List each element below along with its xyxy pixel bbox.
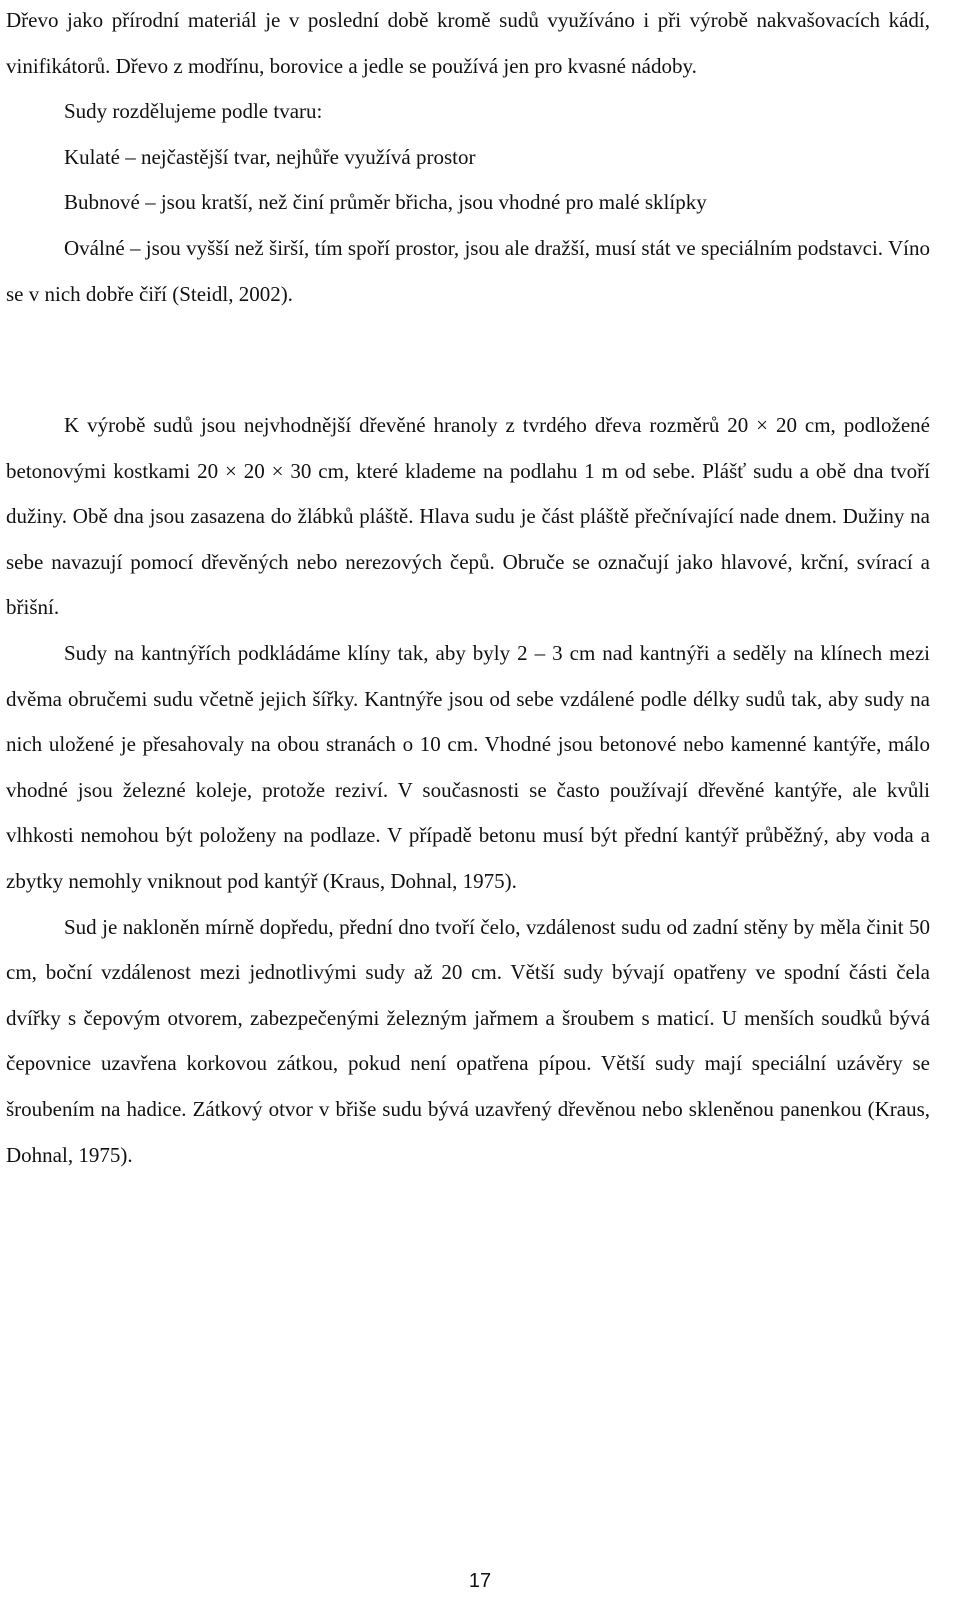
paragraph-oval-barrels: Oválné – jsou vyšší než širší, tím spoří prostor, jsou ale dražší, musí stát ve speciálním podstavci. Víno se v nich dobře čiří (Steidl, 2002).: [6, 235, 930, 306]
paragraph-barrel-supports: Sudy na kantnýřích podkládáme klíny tak, aby byly 2 – 3 cm nad kantnýři a seděly na klínech mezi dvěma obručemi sudu včetně jejich šířky. Kantnýře jsou od sebe vzdálené podle délky sudů tak, aby sudy na nich uložené je přesahovaly na obou stranách o 10 cm. Vhodné jsou betonové nebo kamenné kantýře, málo vhodné jsou železné koleje, protože reziví. V současnosti se často používají dřevěné kantýře, ale kvůli vlhkosti nemohou být položeny na podlaze. V případě betonu musí být přední kantýř průběžný, aby voda a zbytky nemohly vniknout pod kantýř (Kraus, Dohnal, 1975).: [6, 640, 930, 893]
paragraph-barrel-placement: Sud je nakloněn mírně dopředu, přední dno tvoří čelo, vzdálenost sudu od zadní stěny by měla činit 50 cm, boční vzdálenost mezi jednotlivými sudy až 20 cm. Větší sudy bývají opatřeny ve spodní části čela dvířky s čepovým otvorem, zabezpečenými železným jařmem a šroubem s maticí. U menších soudků bývá čepovnice uzavřena korkovou zátkou, pokud není opatřena pípou. Větší sudy mají speciální uzávěry se šroubením na hadice. Zátkový otvor v břiše sudu bývá uzavřený dřevěnou nebo skleněnou panenkou (Kraus, Dohnal, 1975).: [6, 914, 930, 1167]
text-section-barrel-shapes: [6, 0, 930, 317]
paragraph-barrel-shapes-intro: Sudy rozdělujeme podle tvaru:: [64, 99, 323, 124]
paragraph-drum-barrels: Bubnové – jsou kratší, než činí průměr břicha, jsou vhodné pro malé sklípky: [64, 190, 707, 215]
text-section-barrel-storage: [6, 403, 930, 1178]
page-number: 17: [468, 1570, 492, 1592]
paragraph-wood-usage: Dřevo jako přírodní materiál je v poslední době kromě sudů využíváno i při výrobě nakvašovacích kádí, vinifikátorů. Dřevo z modřínu, borovice a jedle se používá jen pro kvasné nádoby.: [6, 8, 930, 78]
paragraph-round-barrels: Kulaté – nejčastější tvar, nejhůře využívá prostor: [64, 144, 476, 169]
paragraph-barrel-construction: K výrobě sudů jsou nejvhodnější dřevěné hranoly z tvrdého dřeva rozměrů 20 × 20 cm, podložené betonovými kostkami 20 × 20 × 30 cm, které klademe na podlahu 1 m od sebe. Plášť sudu a obě dna tvoří dužiny. Obě dna jsou zasazena do žlábků pláště. Hlava sudu je část pláště přečnívající nade dnem. Dužiny na sebe navazují pomocí dřevěných nebo nerezových čepů. Obruče se označují jako hlavové, krční, svírací a břišní.: [6, 413, 930, 620]
